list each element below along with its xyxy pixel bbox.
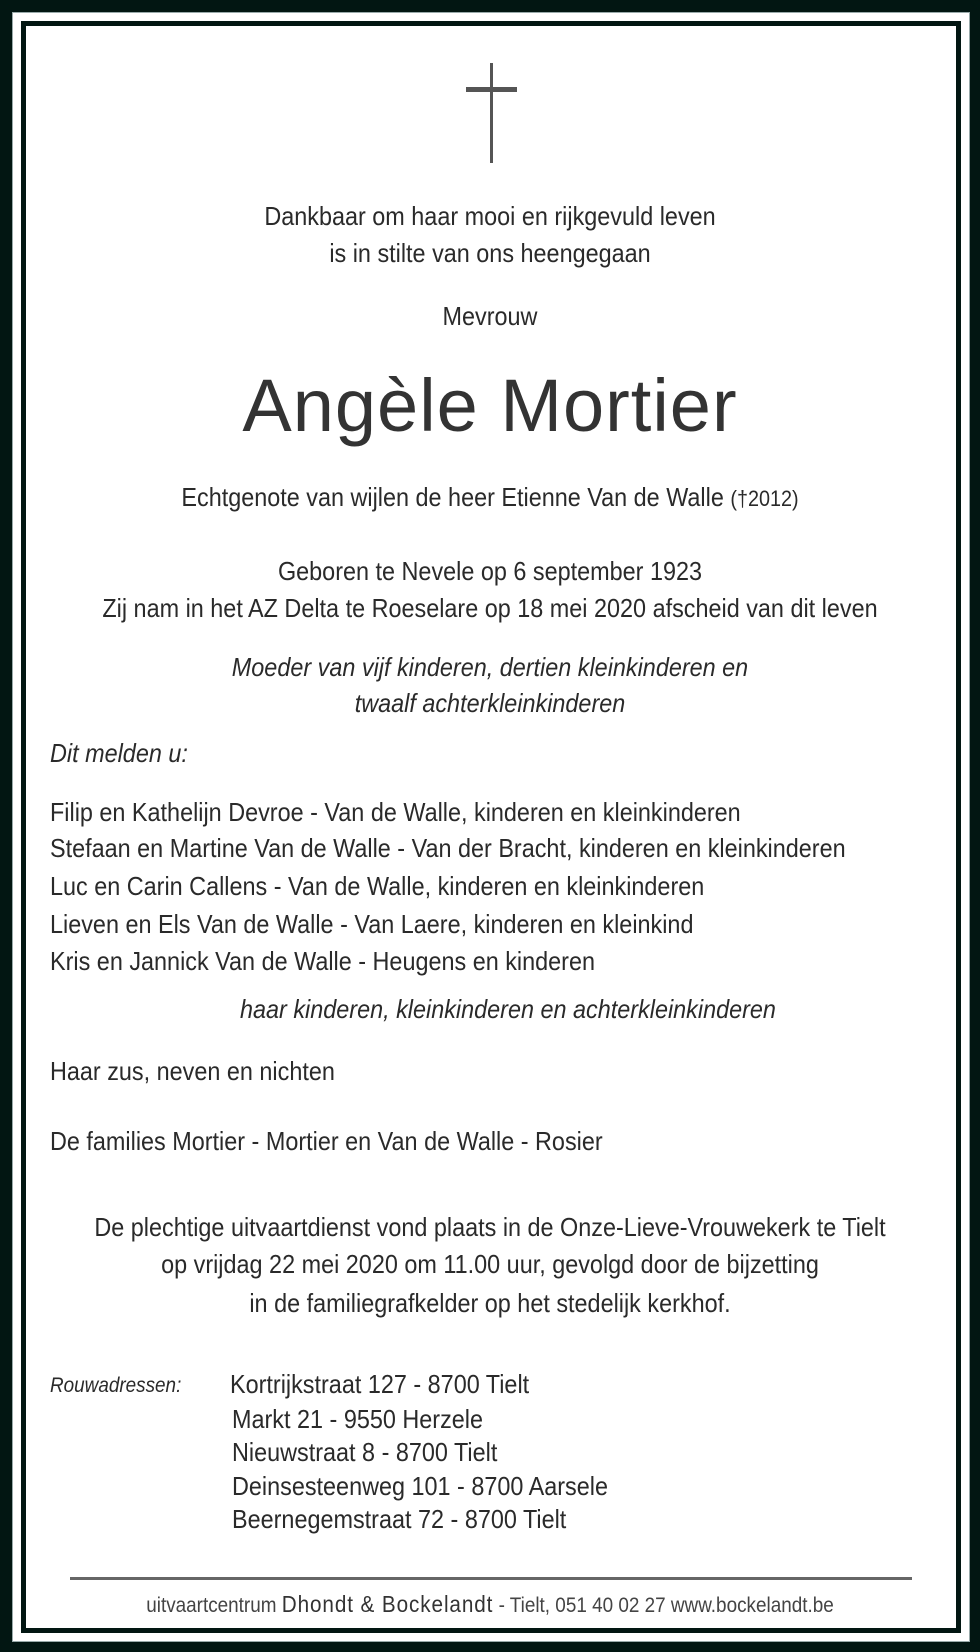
- address: Kortrijkstraat 127 - 8700 Tielt: [230, 1369, 530, 1399]
- footer-contact: - Tielt, 051 40 02 27 www.bockelandt.be: [498, 1594, 834, 1617]
- intro-line-1: Dankbaar om haar mooi en rijkgevuld leven: [264, 201, 716, 231]
- address: Deinsesteenweg 101 - 8700 Aarsele: [232, 1471, 608, 1501]
- address: Nieuwstraat 8 - 8700 Tielt: [232, 1437, 498, 1467]
- footer-company: Dhondt & Bockelandt: [281, 1591, 494, 1617]
- family-line: Luc en Carin Callens - Van de Walle, kinderen en kleinkinderen: [50, 871, 705, 901]
- title: Mevrouw: [442, 301, 538, 331]
- announce-label: Dit melden u:: [50, 738, 188, 768]
- family-line: Lieven en Els Van de Walle - Van Laere, kinderen en kleinkind: [50, 909, 694, 939]
- family-line: Stefaan en Martine Van de Walle - Van der Bracht, kinderen en kleinkinderen: [50, 833, 846, 863]
- footer-prefix: uitvaartcentrum: [146, 1594, 277, 1617]
- service-line-3: in de familiegrafkelder op het stedelijk kerkhof.: [249, 1288, 731, 1318]
- death-line: Zij nam in het AZ Delta te Roeselare op 18 mei 2020 afscheid van dit leven: [102, 593, 878, 623]
- spouse-line: [49, 482, 931, 512]
- family-line: Kris en Jannick Van de Walle - Heugens en kinderen: [50, 946, 596, 976]
- footer-divider: [70, 1577, 912, 1580]
- sister-line: Haar zus, neven en nichten: [50, 1056, 335, 1086]
- service-line-1: De plechtige uitvaartdienst vond plaats in de Onze-Lieve-Vrouwekerk te Tielt: [94, 1212, 886, 1242]
- families-line: De families Mortier - Mortier en Van de Walle - Rosier: [50, 1126, 603, 1156]
- address: Markt 21 - 9550 Herzele: [232, 1404, 484, 1434]
- birth-line: Geboren te Nevele op 6 september 1923: [277, 556, 703, 586]
- addresses-label: Rouwadressen:: [50, 1374, 182, 1397]
- deceased-name: Angèle Mortier: [242, 364, 738, 447]
- mother-line-1: Moeder van vijf kinderen, dertien kleinkinderen en: [231, 652, 749, 682]
- address: Beernegemstraat 72 - 8700 Tielt: [232, 1504, 567, 1534]
- family-summary: haar kinderen, kleinkinderen en achterkleinkinderen: [240, 994, 776, 1024]
- family-line: Filip en Kathelijn Devroe - Van de Walle, kinderen en kleinkinderen: [50, 797, 741, 827]
- spouse-year: (†2012): [730, 486, 799, 511]
- intro-line-2: is in stilte van ons heengegaan: [329, 238, 651, 268]
- spouse-text: Echtgenote van wijlen de heer Etienne Van de Walle: [181, 482, 724, 512]
- mother-line-2: twaalf achterkleinkinderen: [354, 688, 626, 718]
- service-line-2: op vrijdag 22 mei 2020 om 11.00 uur, gevolgd door de bijzetting: [161, 1249, 819, 1279]
- footer: [49, 1589, 931, 1619]
